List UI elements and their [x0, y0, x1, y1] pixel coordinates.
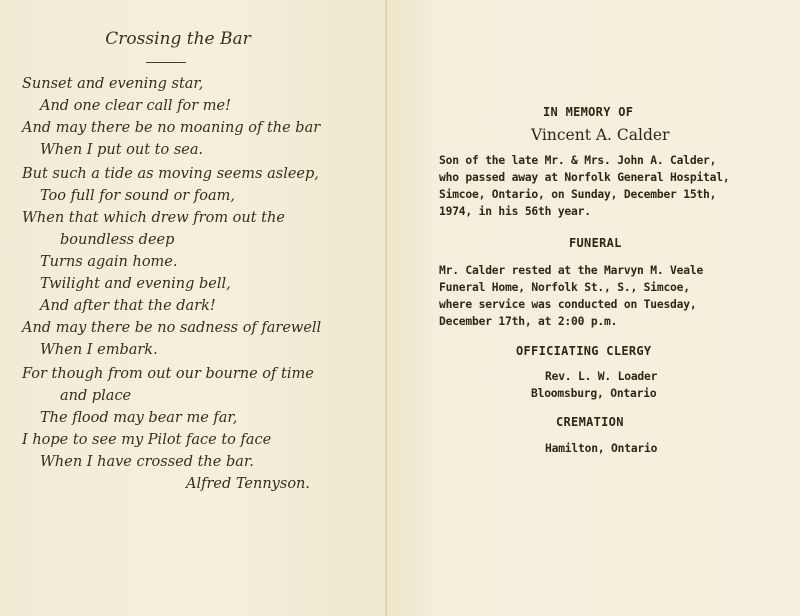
clergy-line: Rev. L. W. Loader	[545, 370, 658, 383]
poem-line: And may there be no sadness of farewell	[22, 320, 322, 336]
poem-line: The flood may bear me far,	[40, 410, 238, 426]
poem-line: and place	[60, 388, 132, 404]
funeral-line: where service was conducted on Tuesday,	[439, 298, 697, 311]
cremation-location: Hamilton, Ontario	[545, 442, 658, 455]
poem-line: Too full for sound or foam,	[40, 188, 235, 204]
poem-line: I hope to see my Pilot face to face	[22, 432, 272, 448]
poem-line: For though from out our bourne of time	[22, 366, 314, 382]
poem-line: When I put out to sea.	[40, 142, 204, 158]
funeral-line: Mr. Calder rested at the Marvyn M. Veale	[439, 264, 704, 277]
cremation-heading: CREMATION	[556, 415, 624, 429]
deceased-name: Vincent A. Calder	[531, 126, 670, 144]
poem-line: And one clear call for me!	[40, 98, 231, 114]
clergy-heading: OFFICIATING CLERGY	[516, 344, 652, 358]
poem-author: Alfred Tennyson.	[186, 476, 310, 492]
funeral-line: Funeral Home, Norfolk St., S., Simcoe,	[439, 281, 690, 294]
poem-line: When I have crossed the bar.	[40, 454, 254, 470]
clergy-line: Bloomsburg, Ontario	[531, 387, 657, 400]
bio-line: who passed away at Norfolk General Hospital,	[439, 171, 730, 184]
poem-line: Twilight and evening bell,	[40, 276, 231, 292]
poem-line: When I embark.	[40, 342, 158, 358]
bio-line: Simcoe, Ontario, on Sunday, December 15th,	[439, 188, 717, 201]
funeral-heading: FUNERAL	[569, 236, 622, 250]
poem-line: Turns again home.	[40, 254, 178, 270]
card-fold	[385, 0, 387, 616]
poem-line: boundless deep	[60, 232, 175, 248]
bio-line: Son of the late Mr. & Mrs. John A. Calder,	[439, 154, 717, 167]
poem-line: But such a tide as moving seems asleep,	[22, 166, 319, 182]
poem-line: Sunset and evening star,	[22, 76, 204, 92]
poem-line: And after that the dark!	[40, 298, 216, 314]
title-divider	[146, 62, 186, 63]
poem-line: When that which drew from out the	[22, 210, 285, 226]
memory-heading: IN MEMORY OF	[543, 105, 634, 119]
funeral-line: December 17th, at 2:00 p.m.	[439, 315, 618, 328]
poem-line: And may there be no moaning of the bar	[22, 120, 321, 136]
bio-line: 1974, in his 56th year.	[439, 205, 591, 218]
poem-title: Crossing the Bar	[105, 29, 251, 49]
